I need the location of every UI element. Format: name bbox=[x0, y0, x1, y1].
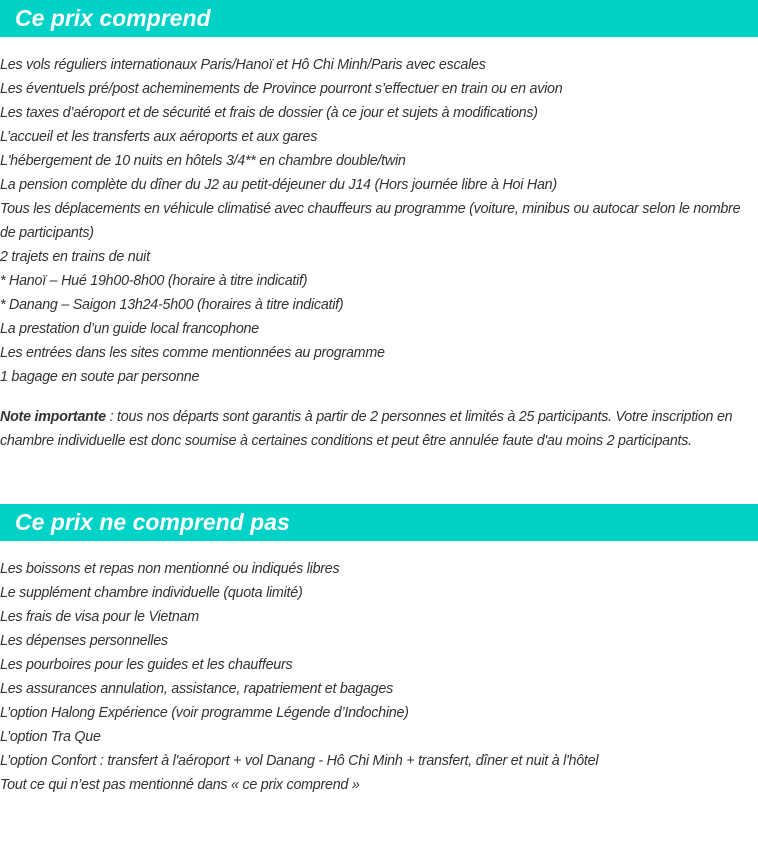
important-note-label: Note importante bbox=[0, 409, 106, 425]
included-item: Tous les déplacements en véhicule climatisé avec chauffeurs au programme (voiture, minibus ou autocar selon le nombre de participants) bbox=[0, 201, 741, 241]
excluded-item: Les pourboires pour les guides et les chauffeurs bbox=[0, 657, 293, 673]
included-item: Les taxes d’aéroport et de sécurité et frais de dossier (à ce jour et sujets à modifications) bbox=[0, 105, 538, 121]
excluded-item: Les frais de visa pour le Vietnam bbox=[0, 609, 199, 625]
included-item: Les vols réguliers internationaux Paris/Hanoï et Hô Chi Minh/Paris avec escales bbox=[0, 57, 486, 73]
included-item: La pension complète du dîner du J2 au petit-déjeuner du J14 (Hors journée libre à Hoi Han) bbox=[0, 177, 557, 193]
excluded-section-title: Ce prix ne comprend pas bbox=[0, 504, 758, 541]
included-item: Les éventuels pré/post acheminements de Province pourront s’effectuer en train ou en avion bbox=[0, 81, 563, 97]
excluded-list bbox=[0, 557, 758, 797]
included-item: * Danang – Saigon 13h24-5h00 (horaires à titre indicatif) bbox=[0, 297, 344, 313]
included-item: Les entrées dans les sites comme mentionnées au programme bbox=[0, 345, 385, 361]
included-list bbox=[0, 53, 758, 389]
included-item: La prestation d’un guide local francophone bbox=[0, 321, 259, 337]
included-item: L’accueil et les transferts aux aéroports et aux gares bbox=[0, 129, 318, 145]
excluded-item: Tout ce qui n’est pas mentionné dans « ce prix comprend » bbox=[0, 777, 360, 793]
included-section-title: Ce prix comprend bbox=[0, 0, 758, 37]
included-item: L'hébergement de 10 nuits en hôtels 3/4** en chambre double/twin bbox=[0, 153, 406, 169]
excluded-item: L’option Tra Que bbox=[0, 729, 101, 745]
excluded-item: Les assurances annulation, assistance, rapatriement et bagages bbox=[0, 681, 394, 697]
important-note-text: : tous nos départs sont garantis à partir de 2 personnes et limités à 25 participants. Votre inscription en chambre individuelle est donc soumise à certaines conditions et peut être annulée faute d'au moins 2 participants. bbox=[0, 409, 733, 449]
excluded-item: Les boissons et repas non mentionné ou indiqués libres bbox=[0, 561, 340, 577]
excluded-item: Le supplément chambre individuelle (quota limité) bbox=[0, 585, 303, 601]
included-item: 1 bagage en soute par personne bbox=[0, 369, 200, 385]
included-item: * Hanoï – Hué 19h00-8h00 (horaire à titre indicatif) bbox=[0, 273, 308, 289]
important-note bbox=[0, 405, 758, 453]
excluded-item: L’option Halong Expérience (voir programme Légende d’Indochine) bbox=[0, 705, 409, 721]
excluded-item: L’option Confort : transfert à l'aéroport + vol Danang - Hô Chi Minh + transfert, dîner et nuit à l'hôtel bbox=[0, 753, 599, 769]
excluded-item: Les dépenses personnelles bbox=[0, 633, 168, 649]
included-item: 2 trajets en trains de nuit bbox=[0, 249, 150, 265]
